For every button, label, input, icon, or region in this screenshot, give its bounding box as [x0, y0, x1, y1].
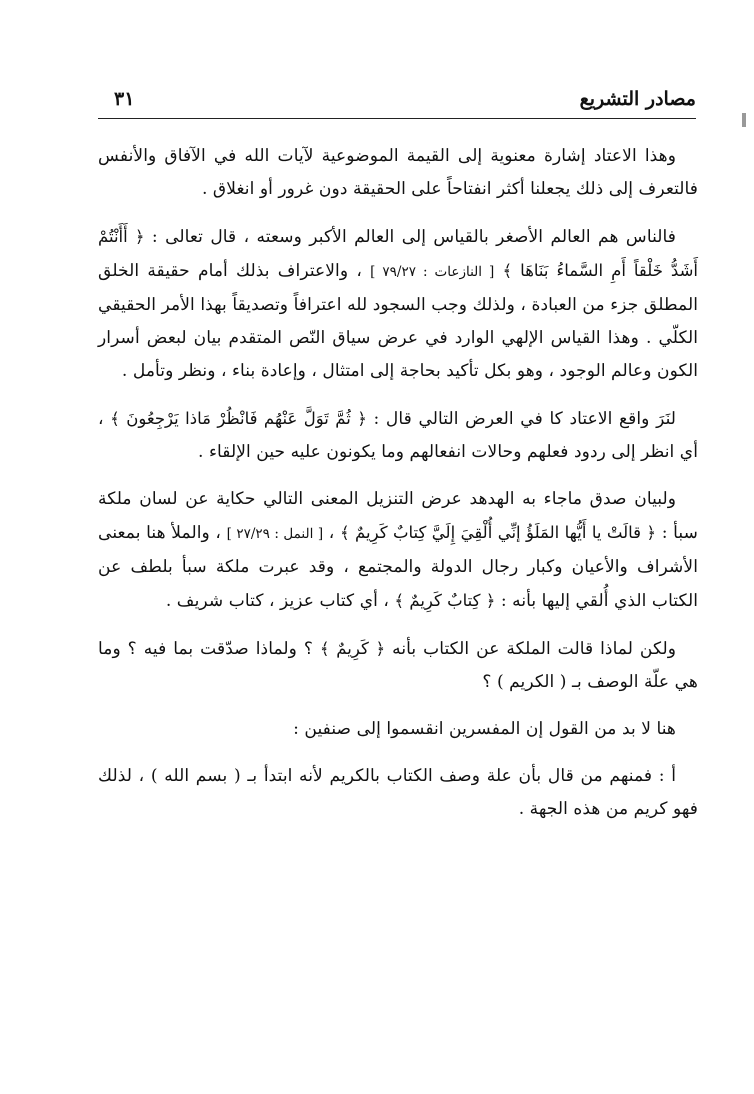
text-run: هنا لا بد من القول إن المفسرين انقسموا إلى صنفين :	[293, 719, 676, 739]
quran-quote: ﴿ أَأَنْتُمْ أَشَدُّ خَلْقاً أَمِ السَّماءُ بَنَاهَا ﴾	[98, 227, 698, 280]
margin-mark	[742, 113, 746, 127]
verse-reference: [ النازعات : ٧٩/٢٧ ]	[370, 264, 495, 280]
text-run: ، والاعتراف بذلك أمام حقيقة الخلق المطلق جزء من العبادة ، ولذلك وجب السجود لله اعترافاً وتصديقاً بهذا الأمر الحقيقي الكلّي . وهذا القياس الإلهي الوارد في عرض سياق النّص المتقدم بيان لبعض أسرار الكون وعالم الوجود ، وهو بكل تأكيد بحاجة إلى امتثال ، وإعادة بناء ، ونظر وتأمل .	[98, 261, 698, 381]
running-header	[98, 84, 696, 118]
verse-reference: [ النمل : ٢٧/٢٩ ]	[226, 526, 324, 542]
text-run: فالناس هم العالم الأصغر بالقياس إلى العالم الأكبر وسعته ، قال تعالى :	[144, 227, 676, 247]
text-run: ، أي انظر إلى ردود فعلهم وحالات انفعالهم وما يكونون عليه حين الإلقاء .	[98, 409, 698, 462]
text-run: ،	[323, 523, 340, 543]
quran-quote: ﴿ ثُمَّ تَوَلَّ عَنْهُم فَانْظُرْ مَاذا يَرْجِعُونَ ﴾	[110, 409, 367, 428]
paragraph	[98, 140, 698, 206]
text-run: ولكن لماذا قالت الملكة عن الكتاب بأنه	[385, 639, 677, 659]
body-text	[98, 140, 698, 840]
text-run: وهذا الاعتاد إشارة معنوية إلى القيمة الموضوعية لآيات الله في الآفاق والأنفس فالتعرف إلى ذلك يجعلنا أكثر انفتاحاً على الحقيقة دون غرور أو انغلاق .	[98, 146, 698, 199]
text-run	[494, 261, 502, 281]
paragraph	[98, 713, 698, 746]
text-run: ، والملأ هنا بمعنى الأشراف والأعيان وكبار رجال الدولة والمجتمع ، وقد عبرت ملكة سبأ بلطف عن الكتاب الذي أُلقي إليها بأنه :	[98, 523, 698, 611]
text-run: ، أي كتاب عزيز ، كتاب شريف .	[165, 591, 395, 611]
paragraph	[98, 760, 698, 826]
quran-quote: ﴿ كَرِيمٌ ﴾	[319, 639, 386, 658]
header-title: مصادر التشريع	[579, 88, 696, 110]
text-run: لنَرَ واقع الاعتاد كا في العرض التالي قال :	[366, 409, 676, 429]
text-run: أ : فمنهم من قال بأن علة وصف الكتاب بالكريم لأنه ابتدأ بـ ( بسم الله ) ، لذلك فهو كريم من هذه الجهة .	[98, 766, 698, 819]
paragraph	[98, 402, 698, 469]
page-number: ٣١	[114, 88, 135, 110]
quran-quote: ﴿ كِتابٌ كَرِيمٌ ﴾	[394, 591, 496, 610]
quran-quote: ﴿ قالَتْ يا أَيُّها المَلَؤُ إنِّي أُلْقِيَ إِلَيَّ كِتابٌ كَرِيمٌ ﴾	[339, 523, 657, 542]
text-run: ؟ ولماذا صدّقت بما فيه ؟ وما هي علّة الوصف بـ ( الكريم ) ؟	[98, 639, 698, 692]
header-divider	[98, 118, 696, 119]
text-run: ولبيان صدق ماجاء به الهدهد عرض التنزيل المعنى التالي حكاية عن لسان ملكة سبأ :	[98, 489, 698, 543]
paragraph	[98, 220, 698, 388]
paragraph	[98, 632, 698, 699]
paragraph	[98, 483, 698, 618]
